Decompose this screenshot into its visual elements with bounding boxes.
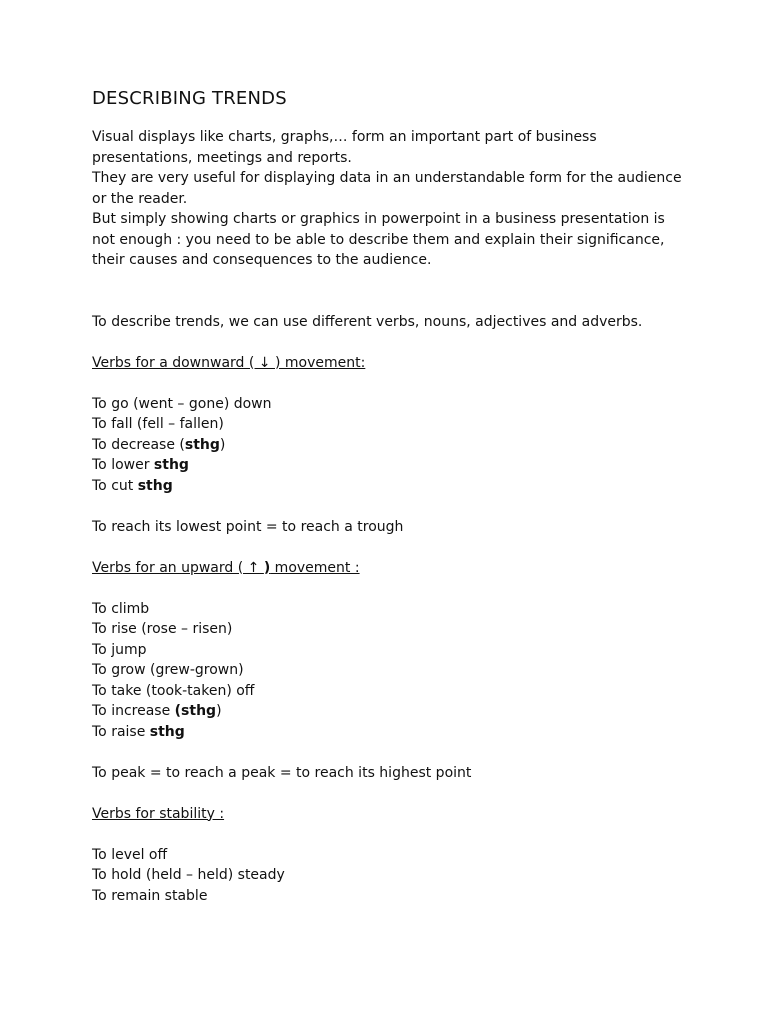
upward-item: To rise (rose – risen): [92, 621, 233, 637]
stability-item: To level off: [92, 846, 168, 863]
spacer: [92, 537, 768, 558]
item-bold-text: sthg: [149, 723, 185, 740]
spacer: [92, 824, 768, 845]
item-bold-text: sthg: [153, 457, 189, 473]
downward-heading: Verbs for a downward ( ↓ ) movement:: [92, 354, 366, 371]
heading-text: Verbs for an upward ( ↑: [92, 559, 264, 576]
item-bold-text: (sthg: [174, 703, 217, 719]
spacer: [92, 783, 768, 804]
item-text: To lower: [92, 457, 154, 473]
item-bold-text: sthg: [137, 477, 173, 494]
document-title: DESCRIBING TRENDS: [92, 88, 287, 109]
upward-item: To grow (grew-grown): [92, 662, 244, 678]
item-text: ): [219, 436, 226, 453]
upward-item: [92, 701, 768, 722]
stability-item: To remain stable: [92, 887, 208, 904]
upward-item: To take (took-taken) off: [92, 682, 255, 699]
intro-paragraph-1: Visual displays like charts, graphs,… form an important part of business presentations, meetings and reports.: [92, 129, 597, 166]
item-text: To decrease (: [92, 436, 185, 453]
lead-sentence: To describe trends, we can use different verbs, nouns, adjectives and adverbs.: [92, 313, 643, 330]
upward-item: To climb: [92, 600, 150, 617]
downward-item: [92, 476, 768, 497]
downward-item: [92, 435, 768, 456]
downward-item: To go (went – gone) down: [92, 395, 272, 412]
heading-bold-text: ): [263, 559, 271, 576]
upward-heading: [92, 558, 768, 579]
spacer: [92, 373, 768, 394]
downward-item: To fall (fell – fallen): [92, 416, 224, 432]
item-text: To increase: [92, 703, 175, 719]
upward-note: To peak = to reach a peak = to reach its highest point: [92, 764, 472, 781]
spacer: [92, 578, 768, 599]
item-bold-text: sthg: [184, 436, 220, 453]
upward-item: To jump: [92, 641, 147, 658]
spacer: [92, 496, 768, 517]
upward-item: [92, 722, 768, 743]
intro-paragraph-2: They are very useful for displaying data in an understandable form for the audience or the reader.: [92, 170, 682, 207]
item-text: To raise: [92, 723, 150, 740]
spacer: [92, 332, 768, 353]
intro-paragraph-3: But simply showing charts or graphics in powerpoint in a business presentation is not enough : you need to be able to describe them and explain their significance, their causes and consequences to the audience.: [92, 211, 665, 268]
heading-text: movement :: [270, 559, 360, 576]
stability-item: To hold (held – held) steady: [92, 867, 285, 883]
downward-note: To reach its lowest point = to reach a trough: [92, 518, 404, 535]
stability-heading: Verbs for stability :: [92, 805, 225, 822]
item-text: To cut: [92, 477, 138, 494]
downward-item: [92, 455, 768, 476]
spacer: [92, 271, 768, 312]
spacer: [92, 742, 768, 763]
item-text: ): [216, 703, 222, 719]
